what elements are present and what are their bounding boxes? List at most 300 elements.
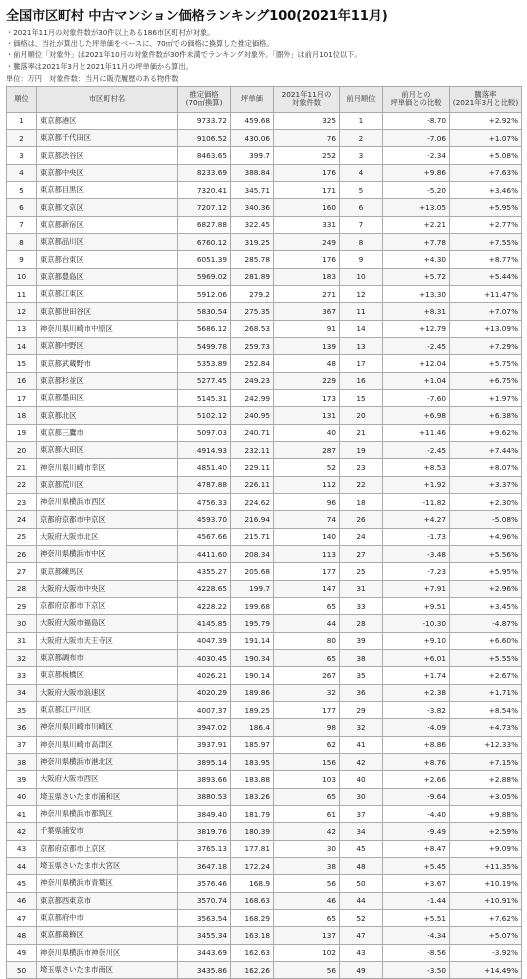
price-cell: 4145.85 xyxy=(178,615,231,632)
count-cell: 177 xyxy=(274,701,340,718)
table-row xyxy=(7,667,522,684)
table-row xyxy=(7,892,522,909)
price-cell: 9733.72 xyxy=(178,112,231,129)
tsubo-cell: 268.53 xyxy=(231,320,274,337)
name-cell: 東京都中野区 xyxy=(37,338,178,355)
name-cell: 神奈川県横浜市都筑区 xyxy=(37,805,178,822)
diff-cell: -3.48 xyxy=(383,546,450,563)
prev-rank-cell: 6 xyxy=(340,199,383,216)
table-row xyxy=(7,268,522,285)
diff-cell: -7.06 xyxy=(383,130,450,147)
table-row xyxy=(7,407,522,424)
tsubo-cell: 190.14 xyxy=(231,667,274,684)
name-cell: 東京都西東京市 xyxy=(37,892,178,909)
diff-cell: -8.70 xyxy=(383,112,450,129)
table-row xyxy=(7,494,522,511)
tsubo-cell: 275.35 xyxy=(231,303,274,320)
diff-cell: +5.51 xyxy=(383,909,450,926)
table-row xyxy=(7,338,522,355)
rank-cell: 19 xyxy=(7,424,37,441)
tsubo-cell: 162.63 xyxy=(231,944,274,961)
table-row xyxy=(7,251,522,268)
diff-cell: +8.31 xyxy=(383,303,450,320)
rate-cell: +12.33% xyxy=(450,736,522,753)
table-row xyxy=(7,355,522,372)
count-cell: 131 xyxy=(274,407,340,424)
count-cell: 177 xyxy=(274,563,340,580)
table-row xyxy=(7,164,522,181)
count-cell: 249 xyxy=(274,234,340,251)
table-row xyxy=(7,909,522,926)
rank-cell: 30 xyxy=(7,615,37,632)
diff-cell: +12.79 xyxy=(383,320,450,337)
diff-cell: +2.38 xyxy=(383,684,450,701)
table-row xyxy=(7,788,522,805)
table-row xyxy=(7,684,522,701)
count-cell: 46 xyxy=(274,892,340,909)
price-cell: 4914.93 xyxy=(178,442,231,459)
tsubo-cell: 190.34 xyxy=(231,649,274,666)
rank-cell: 25 xyxy=(7,528,37,545)
tsubo-cell: 168.29 xyxy=(231,909,274,926)
name-cell: 埼玉県さいたま市南区 xyxy=(37,961,178,978)
price-cell: 3893.66 xyxy=(178,771,231,788)
tsubo-cell: 163.18 xyxy=(231,927,274,944)
name-cell: 大阪府大阪市中央区 xyxy=(37,580,178,597)
table-row xyxy=(7,701,522,718)
price-cell: 4007.37 xyxy=(178,701,231,718)
diff-cell: -2.34 xyxy=(383,147,450,164)
rank-cell: 24 xyxy=(7,511,37,528)
count-cell: 156 xyxy=(274,753,340,770)
diff-cell: -9.49 xyxy=(383,823,450,840)
count-cell: 65 xyxy=(274,909,340,926)
name-cell: 京都府京都市上京区 xyxy=(37,840,178,857)
tsubo-cell: 205.68 xyxy=(231,563,274,580)
tsubo-cell: 199.7 xyxy=(231,580,274,597)
name-cell: 神奈川県横浜市青葉区 xyxy=(37,875,178,892)
count-cell: 176 xyxy=(274,164,340,181)
count-cell: 48 xyxy=(274,355,340,372)
rank-cell: 28 xyxy=(7,580,37,597)
name-cell: 神奈川県横浜市神奈川区 xyxy=(37,944,178,961)
rate-cell: -5.08% xyxy=(450,511,522,528)
diff-cell: +5.45 xyxy=(383,857,450,874)
price-cell: 6827.88 xyxy=(178,216,231,233)
price-cell: 5145.31 xyxy=(178,390,231,407)
rank-cell: 46 xyxy=(7,892,37,909)
table-row xyxy=(7,130,522,147)
name-cell: 東京都杉並区 xyxy=(37,372,178,389)
name-cell: 神奈川県川崎市川崎区 xyxy=(37,719,178,736)
prev-rank-cell: 19 xyxy=(340,442,383,459)
diff-cell: -10.30 xyxy=(383,615,450,632)
price-cell: 4020.29 xyxy=(178,684,231,701)
table-row xyxy=(7,944,522,961)
diff-cell: +2.66 xyxy=(383,771,450,788)
tsubo-cell: 183.95 xyxy=(231,753,274,770)
price-cell: 4355.27 xyxy=(178,563,231,580)
tsubo-cell: 281.89 xyxy=(231,268,274,285)
tsubo-cell: 162.26 xyxy=(231,961,274,978)
tsubo-cell: 172.24 xyxy=(231,857,274,874)
rate-cell: +2.59% xyxy=(450,823,522,840)
header-diff-line1: 前月との xyxy=(401,89,431,99)
header-price-line1: 推定価格 xyxy=(189,89,219,99)
tsubo-cell: 177.81 xyxy=(231,840,274,857)
price-cell: 4228.65 xyxy=(178,580,231,597)
rank-cell: 3 xyxy=(7,147,37,164)
tsubo-cell: 168.9 xyxy=(231,875,274,892)
table-row xyxy=(7,580,522,597)
count-cell: 98 xyxy=(274,719,340,736)
count-cell: 140 xyxy=(274,528,340,545)
count-cell: 96 xyxy=(274,494,340,511)
price-cell: 3455.34 xyxy=(178,927,231,944)
rate-cell: +6.60% xyxy=(450,632,522,649)
diff-cell: +3.67 xyxy=(383,875,450,892)
table-row xyxy=(7,632,522,649)
prev-rank-cell: 36 xyxy=(340,684,383,701)
count-cell: 171 xyxy=(274,182,340,199)
table-row xyxy=(7,216,522,233)
rank-cell: 26 xyxy=(7,546,37,563)
count-cell: 271 xyxy=(274,286,340,303)
rate-cell: +5.95% xyxy=(450,563,522,580)
price-cell: 3647.18 xyxy=(178,857,231,874)
name-cell: 大阪府大阪市北区 xyxy=(37,528,178,545)
price-cell: 3435.86 xyxy=(178,961,231,978)
prev-rank-cell: 1 xyxy=(340,112,383,129)
prev-rank-cell: 25 xyxy=(340,563,383,580)
table-row xyxy=(7,442,522,459)
count-cell: 267 xyxy=(274,667,340,684)
tsubo-cell: 240.95 xyxy=(231,407,274,424)
prev-rank-cell: 50 xyxy=(340,875,383,892)
tsubo-cell: 322.45 xyxy=(231,216,274,233)
price-cell: 7320.41 xyxy=(178,182,231,199)
diff-cell: -2.45 xyxy=(383,338,450,355)
prev-rank-cell: 35 xyxy=(340,667,383,684)
price-cell: 3849.40 xyxy=(178,805,231,822)
prev-rank-cell: 27 xyxy=(340,546,383,563)
count-cell: 42 xyxy=(274,823,340,840)
diff-cell: +7.91 xyxy=(383,580,450,597)
diff-cell: -3.82 xyxy=(383,701,450,718)
rank-cell: 23 xyxy=(7,494,37,511)
price-cell: 5097.03 xyxy=(178,424,231,441)
diff-cell: -11.82 xyxy=(383,494,450,511)
header-rank: 順位 xyxy=(7,86,37,112)
prev-rank-cell: 28 xyxy=(340,615,383,632)
rate-cell: +4.96% xyxy=(450,528,522,545)
tsubo-cell: 232.11 xyxy=(231,442,274,459)
prev-rank-cell: 32 xyxy=(340,719,383,736)
name-cell: 神奈川県横浜市西区 xyxy=(37,494,178,511)
name-cell: 京都府京都市下京区 xyxy=(37,598,178,615)
rate-cell: -4.87% xyxy=(450,615,522,632)
prev-rank-cell: 20 xyxy=(340,407,383,424)
prev-rank-cell: 13 xyxy=(340,338,383,355)
count-cell: 325 xyxy=(274,112,340,129)
name-cell: 京都府京都市中京区 xyxy=(37,511,178,528)
count-cell: 61 xyxy=(274,805,340,822)
header-rate-line2: (2021年3月と比較) xyxy=(452,98,519,108)
rank-cell: 29 xyxy=(7,598,37,615)
count-cell: 183 xyxy=(274,268,340,285)
rank-cell: 44 xyxy=(7,857,37,874)
tsubo-cell: 224.62 xyxy=(231,494,274,511)
tsubo-cell: 430.06 xyxy=(231,130,274,147)
diff-cell: +9.51 xyxy=(383,598,450,615)
name-cell: 東京都大田区 xyxy=(37,442,178,459)
table-row xyxy=(7,112,522,129)
count-cell: 176 xyxy=(274,251,340,268)
table-row xyxy=(7,424,522,441)
price-cell: 8233.69 xyxy=(178,164,231,181)
diff-cell: +7.78 xyxy=(383,234,450,251)
table-row xyxy=(7,805,522,822)
diff-cell: +2.21 xyxy=(383,216,450,233)
name-cell: 東京都文京区 xyxy=(37,199,178,216)
diff-cell: +8.86 xyxy=(383,736,450,753)
price-cell: 4411.60 xyxy=(178,546,231,563)
table-row xyxy=(7,546,522,563)
count-cell: 65 xyxy=(274,788,340,805)
prev-rank-cell: 5 xyxy=(340,182,383,199)
count-cell: 74 xyxy=(274,511,340,528)
name-cell: 大阪府大阪市天王寺区 xyxy=(37,632,178,649)
name-cell: 神奈川県横浜市港北区 xyxy=(37,753,178,770)
count-cell: 367 xyxy=(274,303,340,320)
header-diff xyxy=(383,86,450,112)
name-cell: 東京都新宿区 xyxy=(37,216,178,233)
rate-cell: +6.38% xyxy=(450,407,522,424)
name-cell: 東京都渋谷区 xyxy=(37,147,178,164)
name-cell: 東京都品川区 xyxy=(37,234,178,251)
name-cell: 神奈川県川崎市中原区 xyxy=(37,320,178,337)
diff-cell: +9.86 xyxy=(383,164,450,181)
price-cell: 3880.53 xyxy=(178,788,231,805)
count-cell: 40 xyxy=(274,424,340,441)
tsubo-cell: 226.11 xyxy=(231,476,274,493)
rank-cell: 2 xyxy=(7,130,37,147)
count-cell: 56 xyxy=(274,961,340,978)
prev-rank-cell: 21 xyxy=(340,424,383,441)
header-tsubo: 坪単価 xyxy=(231,86,274,112)
count-cell: 65 xyxy=(274,649,340,666)
prev-rank-cell: 40 xyxy=(340,771,383,788)
name-cell: 東京都三鷹市 xyxy=(37,424,178,441)
count-cell: 229 xyxy=(274,372,340,389)
rate-cell: +2.67% xyxy=(450,667,522,684)
count-cell: 80 xyxy=(274,632,340,649)
name-cell: 埼玉県さいたま市大宮区 xyxy=(37,857,178,874)
diff-cell: +1.92 xyxy=(383,476,450,493)
rank-cell: 4 xyxy=(7,164,37,181)
count-cell: 137 xyxy=(274,927,340,944)
rank-cell: 31 xyxy=(7,632,37,649)
rate-cell: +7.15% xyxy=(450,753,522,770)
rate-cell: +9.09% xyxy=(450,840,522,857)
name-cell: 大阪府大阪市西区 xyxy=(37,771,178,788)
rate-cell: +13.09% xyxy=(450,320,522,337)
count-cell: 32 xyxy=(274,684,340,701)
price-cell: 5353.89 xyxy=(178,355,231,372)
prev-rank-cell: 29 xyxy=(340,701,383,718)
prev-rank-cell: 17 xyxy=(340,355,383,372)
rank-cell: 34 xyxy=(7,684,37,701)
name-cell: 東京都目黒区 xyxy=(37,182,178,199)
tsubo-cell: 259.73 xyxy=(231,338,274,355)
name-cell: 東京都中央区 xyxy=(37,164,178,181)
prev-rank-cell: 15 xyxy=(340,390,383,407)
table-row xyxy=(7,840,522,857)
prev-rank-cell: 2 xyxy=(340,130,383,147)
prev-rank-cell: 26 xyxy=(340,511,383,528)
rate-cell: +7.07% xyxy=(450,303,522,320)
price-cell: 6051.39 xyxy=(178,251,231,268)
header-rate xyxy=(450,86,522,112)
name-cell: 神奈川県横浜市中区 xyxy=(37,546,178,563)
count-cell: 112 xyxy=(274,476,340,493)
diff-cell: -3.50 xyxy=(383,961,450,978)
diff-cell: -4.09 xyxy=(383,719,450,736)
diff-cell: +12.04 xyxy=(383,355,450,372)
rank-cell: 43 xyxy=(7,840,37,857)
rank-cell: 32 xyxy=(7,649,37,666)
tsubo-cell: 388.84 xyxy=(231,164,274,181)
count-cell: 91 xyxy=(274,320,340,337)
diff-cell: -8.56 xyxy=(383,944,450,961)
rate-cell: +2.30% xyxy=(450,494,522,511)
tsubo-cell: 181.79 xyxy=(231,805,274,822)
ranking-table xyxy=(6,86,522,979)
tsubo-cell: 168.63 xyxy=(231,892,274,909)
tsubo-cell: 345.71 xyxy=(231,182,274,199)
rate-cell: +8.77% xyxy=(450,251,522,268)
table-row xyxy=(7,459,522,476)
count-cell: 103 xyxy=(274,771,340,788)
rate-cell: +10.19% xyxy=(450,875,522,892)
diff-cell: +6.01 xyxy=(383,649,450,666)
rate-cell: +3.46% xyxy=(450,182,522,199)
name-cell: 東京都板橋区 xyxy=(37,667,178,684)
rate-cell: +9.62% xyxy=(450,424,522,441)
prev-rank-cell: 31 xyxy=(340,580,383,597)
rank-cell: 27 xyxy=(7,563,37,580)
price-cell: 3576.46 xyxy=(178,875,231,892)
rank-cell: 9 xyxy=(7,251,37,268)
rank-cell: 50 xyxy=(7,961,37,978)
price-cell: 3947.02 xyxy=(178,719,231,736)
rank-cell: 8 xyxy=(7,234,37,251)
price-cell: 4851.40 xyxy=(178,459,231,476)
table-row xyxy=(7,147,522,164)
table-row xyxy=(7,961,522,978)
diff-cell: -2.45 xyxy=(383,442,450,459)
count-cell: 160 xyxy=(274,199,340,216)
rate-cell: +8.07% xyxy=(450,459,522,476)
rate-cell: +14.49% xyxy=(450,961,522,978)
note-line: ・2021年11月の対象件数が30件以上ある186市区町村が対象。 xyxy=(6,28,215,37)
rank-cell: 39 xyxy=(7,771,37,788)
table-row xyxy=(7,320,522,337)
count-cell: 62 xyxy=(274,736,340,753)
prev-rank-cell: 47 xyxy=(340,927,383,944)
header-name: 市区町村名 xyxy=(37,86,178,112)
count-cell: 287 xyxy=(274,442,340,459)
page-title: 全国市区町村 中古マンション価格ランキング100(2021年11月) xyxy=(6,9,388,24)
rank-cell: 47 xyxy=(7,909,37,926)
tsubo-cell: 240.71 xyxy=(231,424,274,441)
diff-cell: +8.47 xyxy=(383,840,450,857)
prev-rank-cell: 34 xyxy=(340,823,383,840)
rate-cell: +9.88% xyxy=(450,805,522,822)
rate-cell: +7.62% xyxy=(450,909,522,926)
name-cell: 東京都葛飾区 xyxy=(37,927,178,944)
prev-rank-cell: 3 xyxy=(340,147,383,164)
tsubo-cell: 183.26 xyxy=(231,788,274,805)
price-cell: 7207.12 xyxy=(178,199,231,216)
tsubo-cell: 459.68 xyxy=(231,112,274,129)
diff-cell: +9.10 xyxy=(383,632,450,649)
price-cell: 5102.12 xyxy=(178,407,231,424)
name-cell: 東京都台東区 xyxy=(37,251,178,268)
rate-cell: +7.29% xyxy=(450,338,522,355)
name-cell: 東京都江戸川区 xyxy=(37,701,178,718)
name-cell: 神奈川県川崎市幸区 xyxy=(37,459,178,476)
rank-cell: 5 xyxy=(7,182,37,199)
price-cell: 4756.33 xyxy=(178,494,231,511)
price-cell: 5499.78 xyxy=(178,338,231,355)
rank-cell: 11 xyxy=(7,286,37,303)
rank-cell: 12 xyxy=(7,303,37,320)
price-cell: 5830.54 xyxy=(178,303,231,320)
rank-cell: 37 xyxy=(7,736,37,753)
rate-cell: +7.63% xyxy=(450,164,522,181)
price-cell: 4593.70 xyxy=(178,511,231,528)
diff-cell: +6.98 xyxy=(383,407,450,424)
diff-cell: -4.34 xyxy=(383,927,450,944)
rank-cell: 7 xyxy=(7,216,37,233)
table-row xyxy=(7,511,522,528)
table-row xyxy=(7,719,522,736)
price-cell: 3765.13 xyxy=(178,840,231,857)
rank-cell: 6 xyxy=(7,199,37,216)
table-row xyxy=(7,771,522,788)
tsubo-cell: 191.14 xyxy=(231,632,274,649)
rank-cell: 15 xyxy=(7,355,37,372)
prev-rank-cell: 52 xyxy=(340,909,383,926)
diff-cell: -1.44 xyxy=(383,892,450,909)
rate-cell: +2.92% xyxy=(450,112,522,129)
tsubo-cell: 183.88 xyxy=(231,771,274,788)
tsubo-cell: 319.25 xyxy=(231,234,274,251)
rate-cell: +5.55% xyxy=(450,649,522,666)
price-cell: 3563.54 xyxy=(178,909,231,926)
price-cell: 5277.45 xyxy=(178,372,231,389)
rate-cell: +11.47% xyxy=(450,286,522,303)
rank-cell: 33 xyxy=(7,667,37,684)
prev-rank-cell: 45 xyxy=(340,840,383,857)
diff-cell: -7.60 xyxy=(383,390,450,407)
name-cell: 神奈川県川崎市高津区 xyxy=(37,736,178,753)
note-line: ・前月順位「対象外」は2021年10月の対象件数が30件未満でランキング対象外。「圏外」は前月101位以下。 xyxy=(6,50,362,60)
rate-cell: +2.96% xyxy=(450,580,522,597)
tsubo-cell: 199.68 xyxy=(231,598,274,615)
prev-rank-cell: 39 xyxy=(340,632,383,649)
